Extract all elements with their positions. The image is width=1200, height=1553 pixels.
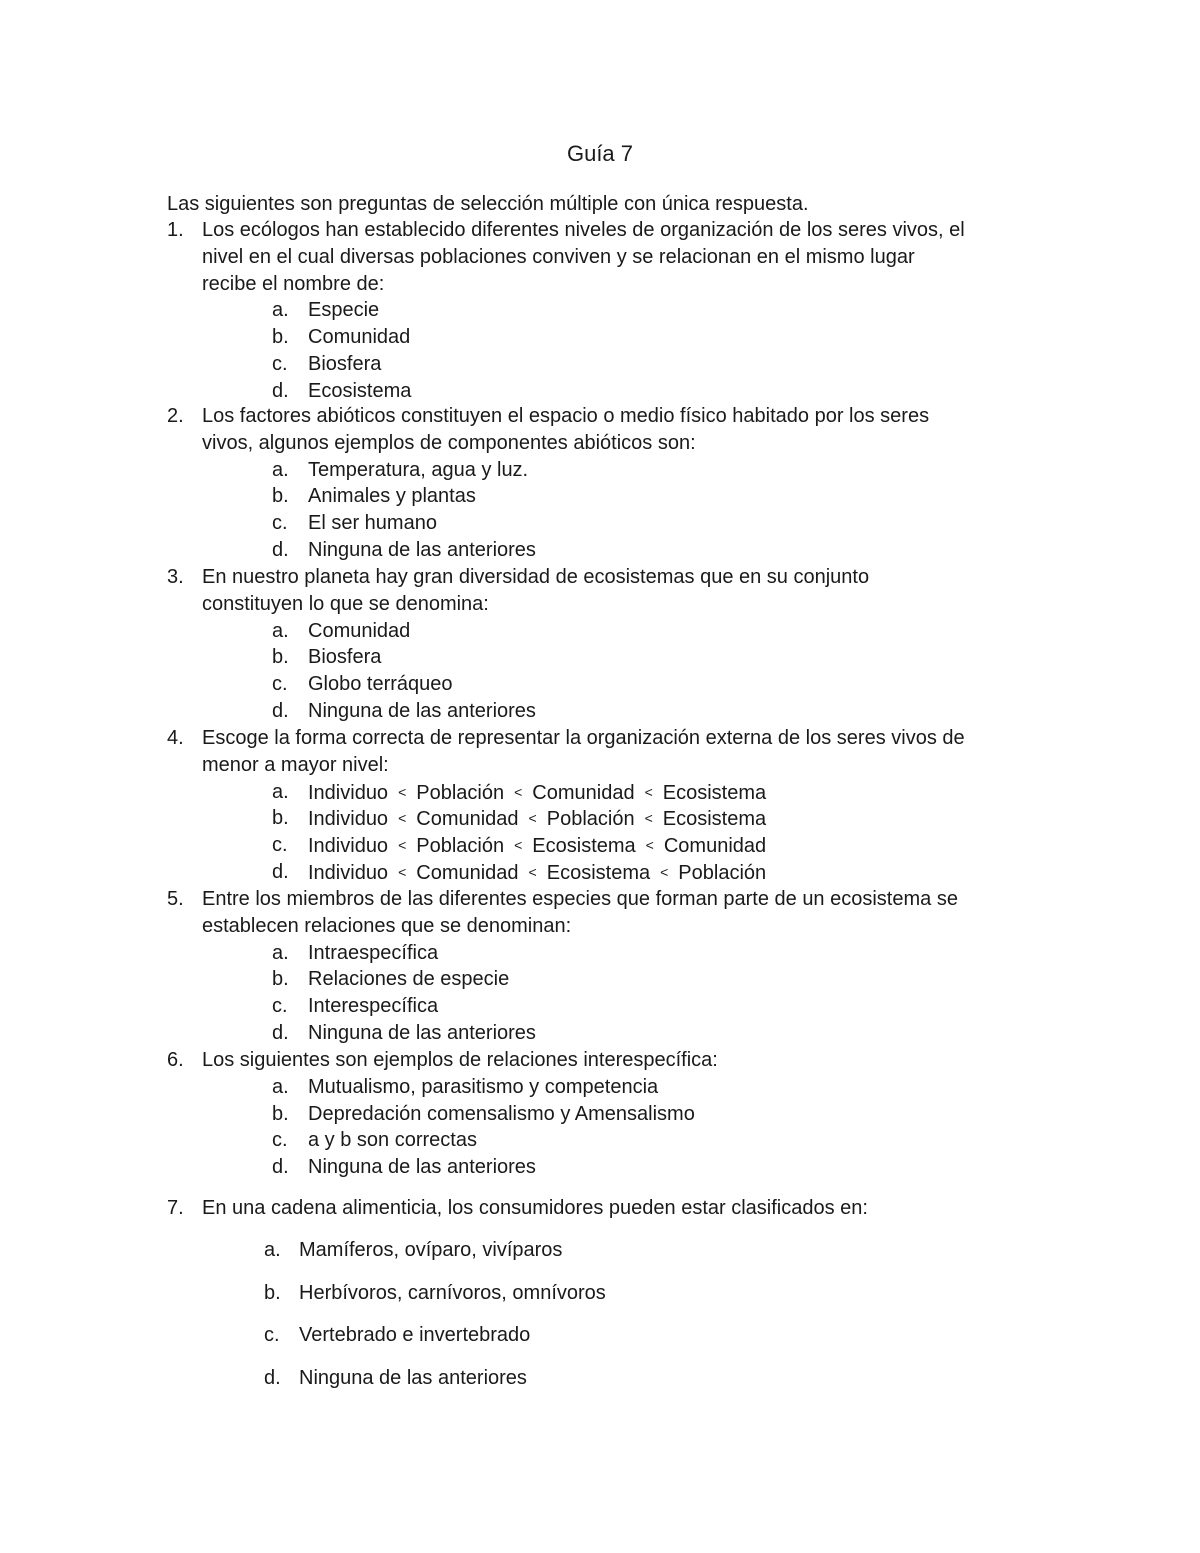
question-2 — [0, 403, 1200, 564]
option-text: Vertebrado e invertebrado — [299, 1324, 531, 1346]
option-text: Intraespecífica — [308, 941, 439, 964]
question-number: 3. — [167, 566, 184, 588]
question-line — [0, 271, 1200, 298]
option-letter: c. — [272, 1129, 288, 1152]
question-text: establecen relaciones que se denominan: — [202, 914, 572, 937]
option-letter: d. — [272, 1156, 289, 1179]
answer-option — [0, 698, 1200, 725]
level-term: Población — [416, 781, 505, 804]
option-letter: b. — [272, 326, 289, 349]
option-letter: c. — [272, 834, 288, 857]
option-letter: a. — [272, 1075, 289, 1098]
answer-option — [0, 510, 1200, 537]
answer-option — [0, 832, 1200, 859]
arrow-icon: < — [528, 863, 537, 880]
option-text: Comunidad — [308, 619, 411, 642]
option-text: Ninguna de las anteriores — [299, 1366, 527, 1389]
question-line — [0, 1047, 1200, 1074]
arrow-icon: < — [398, 863, 407, 880]
question-number: 2. — [167, 405, 184, 427]
question-text: Los siguientes son ejemplos de relaciones interespecífica: — [202, 1049, 718, 1071]
option-letter: d. — [272, 699, 289, 722]
option-letter: b. — [272, 485, 289, 508]
level-term: Ecosistema — [662, 781, 767, 804]
question-line — [0, 1195, 1200, 1237]
page-title: Guía 7 — [566, 141, 634, 166]
answer-option — [0, 1074, 1200, 1101]
option-letter: d. — [272, 538, 289, 561]
level-term: Comunidad — [416, 808, 519, 831]
question-7 — [0, 1195, 1200, 1407]
option-text: Ninguna de las anteriores — [308, 1156, 536, 1179]
question-line — [0, 752, 1200, 779]
answer-option — [0, 483, 1200, 510]
question-text: Escoge la forma correcta de representar la organización externa de los seres vivos de — [202, 727, 965, 749]
answer-option — [0, 537, 1200, 564]
option-letter: a. — [272, 619, 289, 642]
question-4 — [0, 725, 1200, 886]
arrow-icon: < — [645, 837, 654, 854]
question-line — [0, 244, 1200, 271]
option-text — [308, 779, 766, 807]
question-line — [0, 886, 1200, 913]
question-text: Entre los miembros de las diferentes especies que forman parte de un ecosistema se — [202, 888, 958, 910]
level-term: Población — [546, 808, 635, 831]
question-number: 6. — [167, 1049, 184, 1071]
question-text: Los ecólogos han establecido diferentes niveles de organización de los seres vivos, el — [202, 219, 965, 241]
option-letter: d. — [272, 379, 289, 402]
answer-option — [0, 1101, 1200, 1128]
level-term: Individuo — [308, 781, 389, 804]
level-term: Población — [416, 835, 505, 858]
arrow-icon: < — [660, 863, 669, 880]
option-letter: c. — [264, 1324, 280, 1346]
answer-option — [0, 940, 1200, 967]
question-line — [0, 403, 1200, 430]
answer-option — [0, 993, 1200, 1020]
answer-option — [0, 1237, 1200, 1280]
question-number: 5. — [167, 888, 184, 910]
option-text: Comunidad — [308, 326, 411, 349]
option-text: Relaciones de especie — [308, 968, 510, 991]
question-text: constituyen lo que se denomina: — [202, 592, 489, 615]
answer-option — [0, 859, 1200, 886]
option-text: El ser humano — [308, 512, 437, 535]
option-letter: b. — [272, 968, 289, 991]
question-text: Los factores abióticos constituyen el espacio o medio físico habitado por los seres — [202, 405, 930, 427]
question-line — [0, 217, 1200, 244]
answer-option — [0, 779, 1200, 806]
option-letter: b. — [272, 807, 289, 830]
option-text: Animales y plantas — [308, 485, 476, 508]
option-letter: a. — [272, 299, 289, 322]
option-letter: a. — [272, 458, 289, 481]
option-text: Ninguna de las anteriores — [308, 1021, 536, 1044]
option-text — [308, 832, 766, 860]
question-number: 4. — [167, 727, 184, 749]
answer-option — [0, 644, 1200, 671]
level-term: Ecosistema — [532, 835, 636, 858]
level-term: Ecosistema — [546, 861, 651, 884]
answer-option — [0, 1127, 1200, 1154]
option-letter: c. — [272, 512, 288, 535]
arrow-icon: < — [398, 783, 407, 800]
question-line — [0, 591, 1200, 618]
answer-option — [0, 671, 1200, 698]
question-5 — [0, 886, 1200, 1047]
level-term: Individuo — [308, 835, 389, 858]
question-text: nivel en el cual diversas poblaciones conviven y se relacionan en el mismo lugar — [202, 245, 915, 268]
answer-option — [0, 324, 1200, 351]
option-text: Ninguna de las anteriores — [308, 538, 536, 561]
question-number: 1. — [167, 219, 184, 241]
answer-option — [0, 1020, 1200, 1047]
answer-option — [0, 378, 1200, 405]
question-text: recibe el nombre de: — [202, 272, 385, 295]
question-line — [0, 913, 1200, 940]
answer-option — [0, 351, 1200, 378]
arrow-icon: < — [398, 810, 407, 827]
level-term: Población — [678, 861, 767, 884]
option-letter: d. — [272, 1021, 289, 1044]
question-3 — [0, 564, 1200, 725]
level-term: Individuo — [308, 861, 389, 884]
option-text: Interespecífica — [308, 995, 439, 1018]
answer-option — [0, 297, 1200, 324]
option-text: Herbívoros, carnívoros, omnívoros — [299, 1281, 606, 1304]
option-letter: d. — [264, 1366, 281, 1389]
question-line — [0, 430, 1200, 457]
option-text — [308, 805, 766, 833]
level-term: Ecosistema — [662, 808, 767, 831]
option-letter: d. — [272, 860, 289, 883]
question-line — [0, 564, 1200, 591]
option-text: Mutualismo, parasitismo y competencia — [308, 1075, 659, 1098]
level-term: Comunidad — [663, 835, 767, 858]
answer-option — [0, 1322, 1200, 1365]
option-text: Depredación comensalismo y Amensalismo — [308, 1102, 695, 1125]
option-text: Biosfera — [308, 352, 382, 375]
answer-option — [0, 1154, 1200, 1181]
arrow-icon: < — [398, 837, 407, 854]
arrow-icon: < — [528, 810, 537, 827]
option-text: Mamíferos, ovíparo, vivíparos — [299, 1239, 563, 1261]
option-letter: a. — [272, 941, 289, 964]
answer-option — [0, 966, 1200, 993]
answer-option — [0, 457, 1200, 484]
question-text: vivos, algunos ejemplos de componentes abióticos son: — [202, 431, 696, 454]
answer-option — [0, 805, 1200, 832]
question-number: 7. — [167, 1197, 184, 1219]
option-letter: c. — [272, 673, 288, 696]
question-text: menor a mayor nivel: — [202, 753, 389, 776]
option-letter: a. — [272, 780, 289, 803]
question-1 — [0, 217, 1200, 405]
option-letter: a. — [264, 1239, 281, 1261]
option-text: Globo terráqueo — [308, 673, 453, 696]
answer-option — [0, 1365, 1200, 1408]
level-term: Comunidad — [532, 781, 635, 804]
option-text: Ecosistema — [308, 379, 412, 402]
instructions: Las siguientes son preguntas de selección múltiple con única respuesta. — [167, 193, 809, 215]
option-letter: b. — [272, 646, 289, 669]
question-line — [0, 725, 1200, 752]
answer-option — [0, 618, 1200, 645]
arrow-icon: < — [644, 783, 653, 800]
answer-option — [0, 1280, 1200, 1323]
option-text: Especie — [308, 299, 380, 322]
option-letter: c. — [272, 352, 288, 375]
option-text: Ninguna de las anteriores — [308, 699, 536, 722]
question-6 — [0, 1047, 1200, 1181]
option-text: a y b son correctas — [308, 1129, 477, 1152]
option-letter: c. — [272, 995, 288, 1018]
option-letter: b. — [272, 1102, 289, 1125]
option-text — [308, 859, 766, 887]
arrow-icon: < — [514, 837, 523, 854]
level-term: Comunidad — [416, 861, 519, 884]
option-letter: b. — [264, 1281, 281, 1304]
question-text: En nuestro planeta hay gran diversidad de ecosistemas que en su conjunto — [202, 566, 870, 588]
arrow-icon: < — [514, 783, 523, 800]
arrow-icon: < — [644, 810, 653, 827]
question-text: En una cadena alimenticia, los consumidores pueden estar clasificados en: — [202, 1197, 868, 1219]
option-text: Biosfera — [308, 646, 382, 669]
option-text: Temperatura, agua y luz. — [308, 458, 529, 481]
level-term: Individuo — [308, 808, 389, 831]
